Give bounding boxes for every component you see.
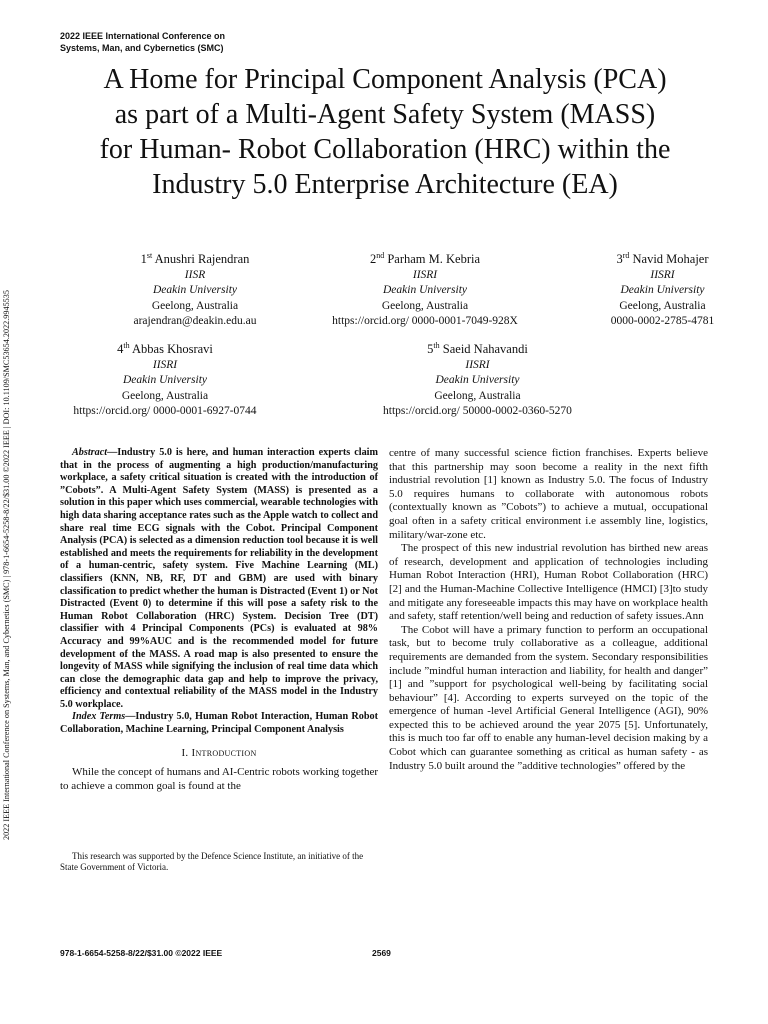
author-dept: IISRI bbox=[465, 358, 490, 371]
author-contact[interactable]: https://orcid.org/ 0000-0001-6927-0744 bbox=[73, 405, 257, 418]
author-location: Geelong, Australia bbox=[434, 389, 521, 402]
abstract: Abstract—Industry 5.0 is here, and human interaction experts claim that in the process of augmenting a high production/manufacturing workplace, a safety critical situation is created with the introduction of ”Cobots”. A Multi-Agent Safety System (MASS) is presented as a solution in this paper which uses commercial, wearable technologies with high data sharing acceptance rates such as the Apple watch to collect and share real time ECG signals with the Cobot. Principal Component Analysis (PCA) is selected as a dimension reduction tool because it is well established and meets the requirements for reliability in the development of a human-centric, safety system. Five Machine Learning (ML) classifiers (KNN, NB, RF, DT and GBM) are used with binary classification to predict whether the human is Distracted (Event 1) or Not Distracted (Event 0) to determine if this will pose a safety risk to the Human Robot Collaboration (HRC) System. Decision Tree (DT) classifier with 4 Principal Components (PCs) is evaluated at 98% Accuracy and 99%AUC and is the recommended model for future development of the MASS. A road map is also presented to ensure the longevity of MASS while signifying the inclusion of real time data which can close the demographic data gap and help to improve the privacy, efficiency and contextual reliability of the MASS model in the Industry 5.0 workplace. bbox=[60, 447, 378, 710]
author-univ: Deakin University bbox=[153, 284, 237, 297]
author-block-3 bbox=[575, 248, 750, 330]
conference-line-2: Systems, Man, and Cybernetics (SMC) bbox=[60, 43, 224, 53]
abstract-label: Abstract bbox=[72, 447, 108, 458]
author-univ: Deakin University bbox=[620, 284, 705, 297]
author-block-1 bbox=[105, 248, 285, 330]
author-name: 2nd Parham M. Kebria bbox=[369, 251, 481, 267]
author-name: 4th Abbas Khosravi bbox=[117, 341, 213, 357]
author-dept: IISRI bbox=[152, 358, 178, 371]
title-line-2: as part of a Multi-Agent Safety System (MASS) bbox=[114, 99, 656, 130]
title-line-1: A Home for Principal Component Analysis (PCA) bbox=[103, 64, 667, 95]
author-location: Geelong, Australia bbox=[381, 299, 469, 312]
left-column bbox=[60, 447, 378, 793]
body-paragraph-3: The Cobot will have a primary function to perform an occupational task, but to become truly collaborative as a colleague, additional requirements are demanded from the system. Secondary responsibilities include ”mindful human interaction and liability, for health and danger” [1] and ”support for psychological well-being by facilitating social behaviour” [4]. According to experts surveyed on the topic of the emergence of human -level Artificial General Intelligence (AGI), 90% expected this to be achieved around the year 2075 [5]. Unfortunately, this is much too far off to enable any human-level decision making by a Cobot which can guarantee something as critical as human safety - as Industry 5.0 built around the ”additive technologies” offered by the bbox=[389, 623, 708, 772]
author-contact[interactable]: arajendran@deakin.edu.au bbox=[133, 315, 257, 328]
author-univ: Deakin University bbox=[383, 284, 467, 297]
conference-header bbox=[60, 30, 225, 54]
title-line-4: Industry 5.0 Enterprise Architecture (EA) bbox=[152, 169, 618, 200]
author-univ: Deakin University bbox=[123, 374, 207, 387]
doi-sidebar: 2022 IEEE International Conference on Systems, Man, and Cybernetics (SMC) | 978-1-6654-5258-8/22/$31.00 ©2022 IEEE | DOI: 10.1109/SMC53654.2022.9945535 bbox=[2, 290, 11, 840]
section-heading: I. Introduction bbox=[181, 746, 257, 759]
author-block-5 bbox=[355, 338, 600, 420]
author-univ: Deakin University bbox=[435, 374, 520, 387]
index-terms-label: Index Terms bbox=[72, 711, 126, 723]
author-location: Geelong, Australia bbox=[619, 299, 706, 312]
conference-line-1: 2022 IEEE International Conference on bbox=[60, 31, 226, 41]
author-block-2 bbox=[310, 248, 540, 330]
author-dept: IISR bbox=[184, 268, 206, 281]
body-paragraph-2: The prospect of this new industrial revolution has birthed new areas of research, development and application of technologies including Human Robot Interaction (HRI), Human Robot Collaboration (HRC) [2] and the Human-Machine Collective Intelligence (HMCI) [3]to study and mitigate any foreseeable impacts this may have on workplace health and safety, staff retention/well being and reduction of safety issues.Ann bbox=[389, 542, 708, 623]
author-block-4 bbox=[50, 338, 280, 420]
body-paragraph-1: centre of many successful science fiction franchises. Experts believe that this partnership may soon become a reality in the next fifth industrial revolution [1] known as Industry 5.0. The focus of Industry 5.0 requires humans to collaborate with autonomous robots (contextually known as ”Cobots”) to achieve a mutual, occupational goal often in a safety critical environment i.e assembly line, logistics, military/war-zone etc. bbox=[389, 447, 708, 541]
footnote: This research was supported by the Defence Science Institute, an initiative of the State Government of Victoria. bbox=[60, 851, 364, 872]
intro-paragraph: While the concept of humans and AI-Centric robots working together to achieve a common goal is found at the bbox=[60, 766, 378, 792]
title-line-3: for Human- Robot Collaboration (HRC) within the bbox=[99, 134, 671, 165]
paper-title bbox=[40, 62, 730, 202]
index-terms-text: Industry 5.0, Human Robot Interaction, Human Robot Collaboration, Machine Learning, Principal Component Analysis bbox=[60, 711, 378, 736]
author-location: Geelong, Australia bbox=[151, 299, 239, 312]
abstract-text: Industry 5.0 is here, and human interaction experts claim that in the process of augmenting a high production/manufacturing workplace, a safety critical situation is created with the introduction of ”Cobots”. A Multi-Agent Safety System (MASS) is presented as a solution in this paper which uses commercial, wearable technologies with high data sharing acceptance rates such as the Apple watch to collect and share real time ECG signals with the Cobot. Principal Component Analysis (PCA) is selected as a dimension reduction tool because it is well established and meets the requirements for reliability in the development of a human-centric, safety system. Five Machine Learning (ML) classifiers (KNN, NB, RF, DT and GBM) are used with binary classification to predict whether the human is Distracted (Event 1) or Not Distracted (Event 0) to determine if this will pose a safety risk to the Human Robot Collaboration (HRC) System. Decision Tree (DT) classifier with 4 Principal Components (PCs) is evaluated at 98% Accuracy and 99%AUC and is the recommended model for future development of the MASS. A road map is also presented to ensure the longevity of MASS while signifying the inclusion of real time data which can close the demographic data gap and help to improve the privacy, efficiency and contextual reliability of the MASS model in the Industry 5.0 workplace. bbox=[60, 447, 378, 710]
footer-isbn: 978-1-6654-5258-8/22/$31.00 ©2022 IEEE bbox=[60, 948, 223, 958]
author-dept: IISRI bbox=[412, 268, 438, 281]
author-contact[interactable]: https://orcid.org/ 0000-0001-7049-928X bbox=[332, 315, 518, 328]
author-name: 3rd Navid Mohajer bbox=[616, 251, 709, 267]
author-contact[interactable]: https://orcid.org/ 50000-0002-0360-5270 bbox=[383, 405, 572, 418]
author-dept: IISRI bbox=[650, 268, 675, 281]
page-number: 2569 bbox=[372, 948, 391, 958]
author-location: Geelong, Australia bbox=[121, 389, 209, 402]
index-terms: Index Terms—Industry 5.0, Human Robot Interaction, Human Robot Collaboration, Machine Learning, Principal Component Analysis bbox=[60, 711, 378, 736]
author-name: 5th Saeid Nahavandi bbox=[427, 341, 528, 357]
right-column bbox=[389, 447, 708, 773]
author-contact: 0000-0002-2785-4781 bbox=[610, 315, 715, 328]
author-name: 1st Anushri Rajendran bbox=[140, 251, 250, 267]
